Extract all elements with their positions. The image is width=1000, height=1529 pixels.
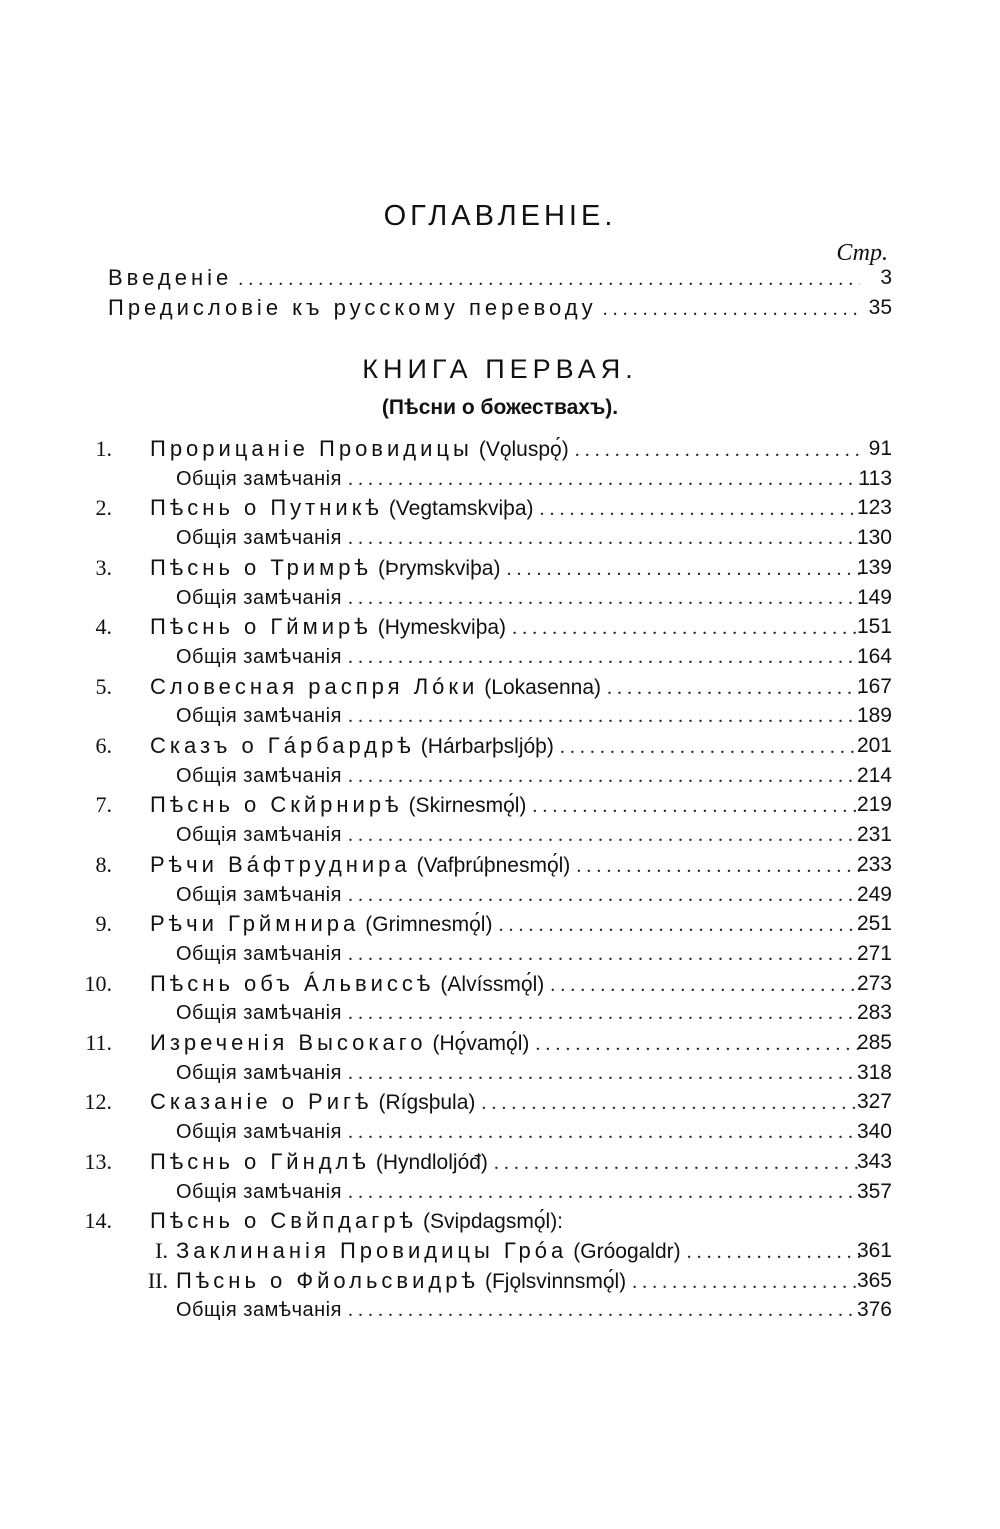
toc-entry-title: Сказъ о Гáрбардрѣ bbox=[150, 733, 415, 758]
toc-entry-title: Словесная распря Лóки bbox=[150, 673, 479, 699]
toc-entry-title: Рѣчи Вáфтруднира bbox=[150, 851, 411, 877]
toc-page-number: 233 bbox=[856, 852, 892, 876]
leader-dots bbox=[348, 1295, 860, 1325]
toc-entry-number: 5. bbox=[95, 673, 112, 699]
toc-entry-number: I. bbox=[155, 1237, 168, 1263]
leader-dots bbox=[506, 554, 860, 584]
toc-entry-latin: (Vafþrúþnesmǫ́l) bbox=[416, 853, 571, 877]
leader-dots bbox=[535, 1029, 860, 1059]
leader-dots bbox=[512, 613, 860, 643]
leader-dots bbox=[348, 464, 860, 494]
notes-label: Общiя замѣчанiя bbox=[176, 1121, 342, 1144]
leader-dots bbox=[348, 880, 860, 910]
leader-dots bbox=[348, 583, 860, 613]
leader-dots bbox=[348, 523, 860, 553]
toc-entry-number: 4. bbox=[95, 614, 112, 640]
toc-page-number: 149 bbox=[856, 585, 892, 609]
toc-page-number: 231 bbox=[856, 823, 892, 847]
toc-page-number: 318 bbox=[856, 1060, 892, 1084]
toc-entry-number: 2. bbox=[95, 495, 112, 521]
leader-dots bbox=[607, 673, 860, 703]
toc-row-entry bbox=[0, 672, 1000, 702]
toc-entry-number: II. bbox=[147, 1267, 168, 1293]
toc-row-notes bbox=[0, 523, 1000, 553]
leader-dots bbox=[348, 939, 860, 969]
toc-page-number: 376 bbox=[856, 1298, 892, 1322]
toc-entry-number: 12. bbox=[84, 1089, 112, 1115]
leader-dots bbox=[348, 1177, 860, 1207]
toc-page-number: 164 bbox=[856, 644, 892, 668]
toc-page-number: 285 bbox=[856, 1031, 892, 1054]
notes-label: Общiя замѣчанiя bbox=[176, 764, 342, 787]
toc-row-subentry bbox=[0, 1266, 1000, 1296]
toc-row-entry bbox=[0, 1028, 1000, 1058]
book-subtitle: (Пѣсни о божествахъ). bbox=[381, 396, 619, 419]
toc-row-introduction bbox=[0, 263, 1000, 293]
leader-dots bbox=[494, 1148, 860, 1178]
toc-entry-title: Сказанiе о Ригѣ bbox=[150, 1089, 373, 1115]
notes-label: Общiя замѣчанiя bbox=[176, 1002, 342, 1025]
toc-page-number: 249 bbox=[856, 882, 892, 906]
toc-entry-latin: (Hǫ́vamǫ́l) bbox=[432, 1032, 530, 1055]
toc-entry-latin: (Hymeskviþa) bbox=[377, 616, 507, 640]
toc-row-notes bbox=[0, 820, 1000, 850]
toc-entry-latin: (Vǫluspǫ́) bbox=[478, 438, 569, 461]
notes-label: Общiя замѣчанiя bbox=[176, 1061, 342, 1084]
toc-row-notes bbox=[0, 998, 1000, 1028]
toc-row-entry bbox=[0, 1087, 1000, 1117]
toc-row-entry bbox=[0, 790, 1000, 820]
toc-page-number: 343 bbox=[856, 1149, 892, 1173]
leader-dots bbox=[632, 1267, 860, 1297]
toc-entry-latin: (Svipdagsmǫ́l): bbox=[422, 1210, 564, 1234]
page-column-label: Стр. bbox=[836, 240, 888, 266]
toc-page-number: 91 bbox=[868, 437, 892, 460]
toc-page-number: 35 bbox=[868, 296, 892, 319]
toc-row-notes bbox=[0, 583, 1000, 613]
toc-entry-number: 10. bbox=[84, 970, 112, 996]
leader-dots bbox=[550, 970, 860, 1000]
toc-row-notes bbox=[0, 464, 1000, 494]
toc-entry-latin: (Fjǫlsvinnsmǫ́l) bbox=[484, 1269, 627, 1293]
toc-entry-latin: (Hárbarþsljóþ) bbox=[420, 735, 554, 758]
toc-entry-number: 6. bbox=[95, 733, 112, 758]
leader-dots bbox=[687, 1237, 860, 1267]
toc-entry-title: Пѣснь о Путникѣ bbox=[150, 495, 383, 521]
notes-label: Общiя замѣчанiя bbox=[176, 705, 342, 728]
toc-entry-number: 14. bbox=[84, 1208, 112, 1234]
toc-page-number: 151 bbox=[856, 615, 892, 639]
toc-row-notes bbox=[0, 880, 1000, 910]
leader-dots bbox=[576, 851, 860, 881]
notes-label: Общiя замѣчанiя bbox=[176, 527, 342, 550]
notes-label: Общiя замѣчанiя bbox=[176, 467, 342, 490]
toc-entry-number: 11. bbox=[85, 1030, 112, 1055]
toc-row-entry bbox=[0, 1206, 1000, 1236]
toc-page-number: 139 bbox=[856, 555, 892, 579]
notes-label: Общiя замѣчанiя bbox=[176, 586, 342, 609]
toc-page-number: 214 bbox=[856, 763, 892, 787]
toc-entry-latin: (Rígsþula) bbox=[378, 1091, 476, 1115]
toc-row-entry bbox=[0, 553, 1000, 583]
toc-row-notes bbox=[0, 642, 1000, 672]
toc-page-number: 273 bbox=[856, 971, 892, 995]
toc-entry-title: Изреченiя Высокаго bbox=[150, 1030, 427, 1055]
toc-row-notes bbox=[0, 1295, 1000, 1325]
toc-entry-title: Пѣснь о Гйндлѣ bbox=[150, 1148, 370, 1174]
toc-page-number: 283 bbox=[856, 1001, 892, 1025]
toc-row-notes bbox=[0, 1177, 1000, 1207]
book-title: КНИГА ПЕРВАЯ. bbox=[362, 354, 638, 384]
toc-row-subentry bbox=[0, 1236, 1000, 1266]
toc-row-notes bbox=[0, 761, 1000, 791]
toc-page-number: 189 bbox=[856, 704, 892, 728]
toc-entry-title: Пѣснь о Скйрнирѣ bbox=[150, 792, 403, 818]
toc-page-number: 3 bbox=[880, 266, 892, 289]
toc-page-number: 365 bbox=[856, 1268, 892, 1292]
leader-dots bbox=[348, 998, 860, 1028]
toc-page-number: 167 bbox=[856, 674, 892, 698]
toc-entry-latin: (Gróogaldr) bbox=[573, 1239, 681, 1263]
toc-row-entry bbox=[0, 850, 1000, 880]
notes-label: Общiя замѣчанiя bbox=[176, 1180, 342, 1203]
toc-entry-title: Прорицанiе Провидицы bbox=[150, 436, 473, 461]
leader-dots bbox=[575, 435, 860, 465]
toc-entry-number: 3. bbox=[95, 554, 112, 580]
toc-page-number: 201 bbox=[856, 734, 892, 757]
toc-entry-title: Пѣснь объ Áльвиссѣ bbox=[150, 970, 435, 996]
leader-dots bbox=[532, 791, 860, 821]
toc-row-notes bbox=[0, 701, 1000, 731]
toc-page-number: 130 bbox=[856, 526, 892, 550]
toc-entry-number: 8. bbox=[95, 851, 112, 877]
leader-dots bbox=[481, 1088, 860, 1118]
toc-entry-latin: (Lokasenna) bbox=[484, 675, 602, 699]
leader-dots bbox=[498, 910, 860, 940]
toc-entry-title: Заклинанiя Провидицы Грóа bbox=[176, 1237, 568, 1263]
toc-entry-number: 13. bbox=[84, 1148, 112, 1174]
notes-label: Общiя замѣчанiя bbox=[176, 1299, 342, 1322]
toc-entry-title: Рѣчи Грймнира bbox=[150, 911, 360, 937]
leader-dots bbox=[560, 732, 860, 762]
toc-row-notes bbox=[0, 1058, 1000, 1088]
notes-label: Общiя замѣчанiя bbox=[176, 883, 342, 906]
toc-row-entry bbox=[0, 493, 1000, 523]
toc-page-number: 361 bbox=[856, 1238, 892, 1262]
toc-page-number: 123 bbox=[856, 496, 892, 520]
toc-page-number: 340 bbox=[856, 1120, 892, 1144]
toc-page-number: 251 bbox=[856, 912, 892, 936]
toc-row-entry bbox=[0, 612, 1000, 642]
toc-row-preface bbox=[0, 293, 1000, 323]
toc-entry-number: 1. bbox=[95, 436, 112, 461]
notes-label: Общiя замѣчанiя bbox=[176, 942, 342, 965]
toc-row-entry bbox=[0, 731, 1000, 761]
toc-entry-title: Пѣснь о Фйольсвидрѣ bbox=[176, 1267, 479, 1293]
toc-row-notes bbox=[0, 1117, 1000, 1147]
toc-entry-latin: (Alvíssmǫ́l) bbox=[440, 972, 545, 996]
leader-dots bbox=[540, 494, 860, 524]
toc-page-number: 357 bbox=[856, 1179, 892, 1203]
toc-page-number: 113 bbox=[858, 466, 892, 490]
leader-dots bbox=[238, 264, 860, 294]
toc-entry-latin: (Þrymskviþa) bbox=[377, 556, 501, 580]
notes-label: Общiя замѣчанiя bbox=[176, 824, 342, 847]
toc-row-entry bbox=[0, 434, 1000, 464]
toc-entry-number: 9. bbox=[95, 911, 112, 937]
toc-page-number: 219 bbox=[856, 793, 892, 817]
toc-entry-latin: (Grimnesmǫ́l) bbox=[365, 913, 493, 937]
toc-entry-latin: (Skirnesmǫ́l) bbox=[408, 794, 527, 818]
toc-entry-title: Пѣснь о Гймирѣ bbox=[150, 614, 372, 640]
toc-page-number: 271 bbox=[856, 941, 892, 965]
toc-entry-title: Пѣснь о Свйпдагрѣ bbox=[150, 1208, 417, 1234]
toc-row-entry bbox=[0, 909, 1000, 939]
toc-entry-title: Пѣснь о Тримрѣ bbox=[150, 554, 372, 580]
toc-entry-label: Введенiе bbox=[108, 265, 233, 290]
leader-dots bbox=[348, 642, 860, 672]
toc-row-entry bbox=[0, 969, 1000, 999]
page-title: ОГЛАВЛЕНIЕ. bbox=[383, 200, 617, 232]
toc-entry-latin: (Hyndloljóđ) bbox=[375, 1150, 488, 1174]
toc-entry-label: Предисловiе къ русскому переводу bbox=[108, 295, 597, 320]
leader-dots bbox=[603, 294, 860, 324]
toc-entry-latin: (Vegtamskviþa) bbox=[388, 497, 534, 521]
toc-row-entry bbox=[0, 1147, 1000, 1177]
leader-dots bbox=[348, 701, 860, 731]
notes-label: Общiя замѣчанiя bbox=[176, 645, 342, 668]
toc-row-notes bbox=[0, 939, 1000, 969]
toc-entry-number: 7. bbox=[95, 792, 112, 818]
leader-dots bbox=[348, 1117, 860, 1147]
toc-page-number: 327 bbox=[856, 1090, 892, 1114]
leader-dots bbox=[348, 820, 860, 850]
leader-dots bbox=[348, 761, 860, 791]
leader-dots bbox=[348, 1058, 860, 1088]
